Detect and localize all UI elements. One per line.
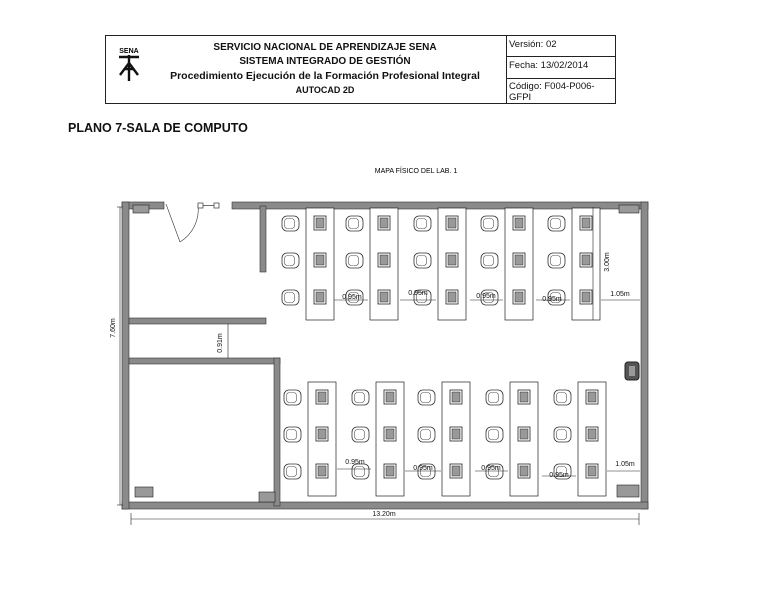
chair-icon <box>418 390 435 405</box>
chair-icon <box>282 290 299 305</box>
computer-icon <box>513 216 525 230</box>
system-name: SISTEMA INTEGRADO DE GESTIÓN <box>239 56 411 67</box>
chair-icon <box>554 390 571 405</box>
workstations <box>282 208 606 496</box>
svg-text:1.05m: 1.05m <box>610 291 630 298</box>
chair-icon <box>548 216 565 231</box>
interior-walls <box>129 206 280 506</box>
computer-icon <box>384 464 396 478</box>
course-name: AUTOCAD 2D <box>295 85 355 95</box>
computer-icon <box>580 216 592 230</box>
chair-icon <box>284 464 301 479</box>
chair-icon <box>352 464 369 479</box>
computer-icon <box>450 427 462 441</box>
svg-text:1.05m: 1.05m <box>615 461 635 468</box>
computer-icon <box>378 253 390 267</box>
chair-icon <box>418 427 435 442</box>
org-name: SERVICIO NACIONAL DE APRENDIZAJE SENA <box>213 42 437 53</box>
computer-icon <box>450 390 462 404</box>
procedure-name: Procedimiento Ejecución de la Formación Profesional Integral <box>170 70 480 82</box>
chair-icon <box>414 216 431 231</box>
plan-title: MAPA FÍSICO DEL LAB. 1 <box>374 168 458 175</box>
computer-icon <box>513 290 525 304</box>
projector-icon <box>625 362 639 380</box>
computer-icon <box>518 464 530 478</box>
computer-icon <box>314 216 326 230</box>
date-label: Fecha: 13/02/2014 <box>509 60 589 71</box>
svg-text:0.95m: 0.95m <box>408 290 428 297</box>
svg-text:0.95m: 0.95m <box>481 465 501 472</box>
chair-icon <box>346 216 363 231</box>
chair-icon <box>414 253 431 268</box>
computer-icon <box>378 290 390 304</box>
svg-text:0.91m: 0.91m <box>217 333 224 353</box>
svg-text:3.00m: 3.00m <box>604 252 611 272</box>
chair-icon <box>486 427 503 442</box>
computer-icon <box>450 464 462 478</box>
chair-icon <box>284 390 301 405</box>
version-label: Versión: 02 <box>509 39 557 50</box>
svg-text:0.95m: 0.95m <box>413 465 433 472</box>
computer-icon <box>446 216 458 230</box>
chair-icon <box>352 427 369 442</box>
computer-icon <box>580 290 592 304</box>
chair-icon <box>486 390 503 405</box>
chair-icon <box>282 253 299 268</box>
computer-icon <box>384 390 396 404</box>
code-label-line1: Código: F004-P006- <box>509 81 595 92</box>
chair-icon <box>554 427 571 442</box>
computer-icon <box>580 253 592 267</box>
sheet-title: PLANO 7-SALA DE COMPUTO <box>68 121 248 135</box>
svg-text:7.60m: 7.60m <box>110 318 117 338</box>
chair-icon <box>481 216 498 231</box>
door-frame <box>198 203 219 208</box>
svg-text:13.20m: 13.20m <box>372 511 396 518</box>
svg-text:SENA: SENA <box>119 48 139 55</box>
svg-text:0.95m: 0.95m <box>345 459 365 466</box>
door-icon <box>166 204 198 242</box>
chair-icon <box>352 390 369 405</box>
svg-text:0.95m: 0.95m <box>342 294 362 301</box>
computer-icon <box>378 216 390 230</box>
svg-text:0.95m: 0.95m <box>476 293 496 300</box>
computer-icon <box>518 427 530 441</box>
computer-icon <box>586 390 598 404</box>
computer-icon <box>446 253 458 267</box>
chair-icon <box>284 427 301 442</box>
computer-icon <box>586 464 598 478</box>
chair-icon <box>346 253 363 268</box>
computer-icon <box>446 290 458 304</box>
computer-icon <box>316 390 328 404</box>
svg-text:0.95m: 0.95m <box>542 296 562 303</box>
computer-icon <box>518 390 530 404</box>
chair-icon <box>548 253 565 268</box>
computer-icon <box>513 253 525 267</box>
computer-icon <box>384 427 396 441</box>
computer-icon <box>316 464 328 478</box>
computer-icon <box>586 427 598 441</box>
computer-icon <box>314 253 326 267</box>
svg-text:0.95m: 0.95m <box>549 472 569 479</box>
computer-icon <box>316 427 328 441</box>
computer-icon <box>314 290 326 304</box>
chair-icon <box>481 253 498 268</box>
chair-icon <box>282 216 299 231</box>
code-label-line2: GFPI <box>509 92 532 103</box>
